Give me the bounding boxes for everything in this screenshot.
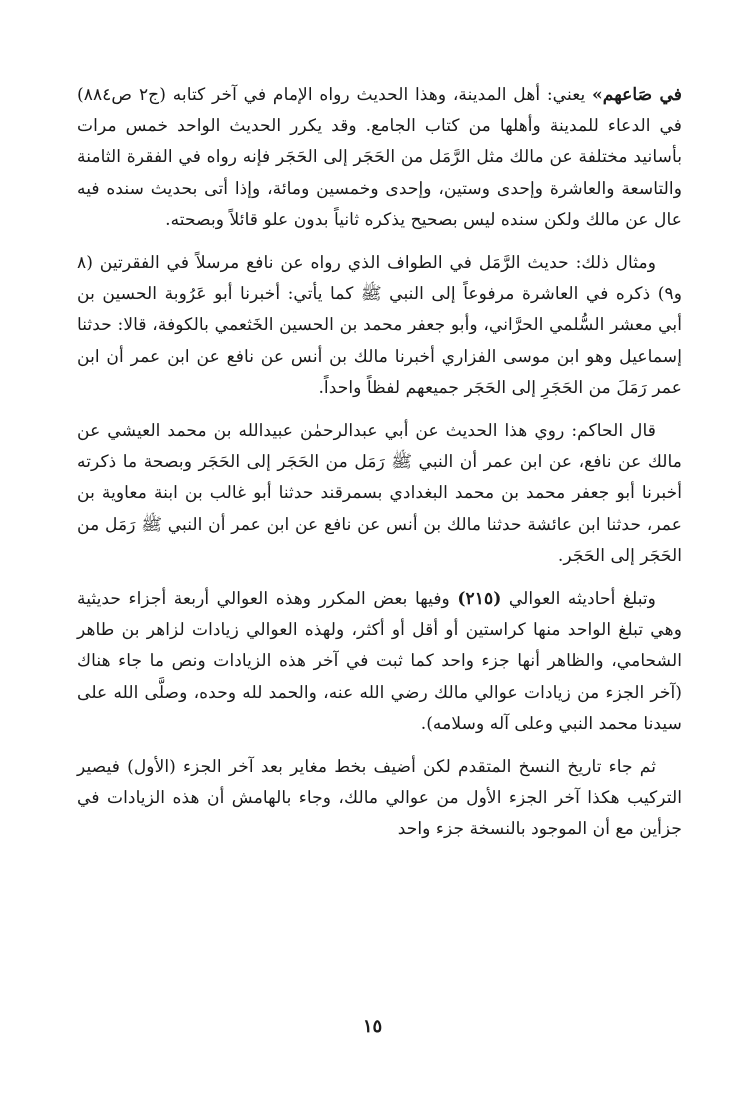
paragraph-3: قال الحاكم: روي هذا الحديث عن أبي عبدالرحمٰن عبيدالله بن محمد العيشي عن مالك عن نافع، عن ابن عمر أن النبي ﷺ رَمَل من الحَجَر إلى الحَجَر وبصحة ما ذكرته أخبرنا أبو جعفر محمد بن محمد البغدادي بسمرقند حدثنا أبو غالب بن ابنة معاوية بن عمر، حدثنا ابن عائشة حدثنا مالك بن أنس عن نافع عن ابن عمر أن النبي ﷺ رَمَل من الحَجَر إلى الحَجَر. (77, 421, 682, 566)
page-body (77, 80, 682, 858)
paragraph-1-lead: في صَاعهم» (592, 85, 683, 105)
paragraph-4 (77, 584, 682, 740)
paragraph-4-text-after: وفيها بعض المكرر وهذه العوالي أربعة أجزاء حديثية وهي تبلغ الواحد منها كراستين أو أقل أو أكثر، ولهذه العوالي زيادات لزاهر بن طاهر الشحامي، والظاهر أنها جزء واحد كما ثبت في آخر هذه الزيادات ونص ما جاء هناك (آخر الجزء من زيادات عوالي مالك رضي الله عنه، والحمد لله وحده، وصلَّى الله على سيدنا محمد النبي وعلى آله وسلامه). (77, 589, 682, 734)
paragraph-1-text: يعني: أهل المدينة، وهذا الحديث رواه الإمام في آخر كتابه (ج٢ ص٨٨٤) في الدعاء للمدينة وأهلها من كتاب الجامع. وقد يكرر الحديث الواحد خمس مرات بأسانيد مختلفة عن مالك مثل الرَّمَل من الحَجَر إلى الحَجَر فإنه رواه في الفقرة الثامنة والتاسعة والعاشرة وإحدى وستين، وإحدى وخمسين ومائة، وإذا أتى بحديث سنده فيه عال عن مالك ولكن سنده ليس بصحيح يذكره ثانياً بدون علو قائلاً وبصحته. (77, 85, 682, 230)
page-number: ١٥ (362, 1016, 383, 1037)
hadith-count: (٢١٥) (457, 589, 502, 610)
paragraph-4-text-before: وتبلغ أحاديثه العوالي (501, 589, 656, 610)
paragraph-2: ومثال ذلك: حديث الرَّمَل في الطواف الذي رواه عن نافع مرسلاً في الفقرتين (٨ و٩) ذكره في العاشرة مرفوعاً إلى النبي ﷺ كما يأتي: أخبرنا أبو عَرُوبة الحسين بن أبي معشر السُّلمي الحرَّاني، وأبو جعفر محمد بن الحسين الخَثعمي بالكوفة، قالا: حدثنا إسماعيل وهو ابن موسى الفزاري أخبرنا مالك بن أنس عن نافع عن ابن عمر أن ابن عمر رَمَلَ من الحَجَرِ إلى الحَجَر جميعهم لفظاً واحداً. (77, 253, 682, 398)
paragraph-5: ثم جاء تاريخ النسخ المتقدم لكن أضيف بخط مغاير بعد آخر الجزء (الأول) فيصير التركيب هكذا آخر الجزء الأول من عوالي مالك، وجاء بالهامش أن هذه الزيادات في جزأين مع أن الموجود بالنسخة جزء واحد (77, 757, 682, 840)
paragraph-1 (77, 80, 682, 236)
